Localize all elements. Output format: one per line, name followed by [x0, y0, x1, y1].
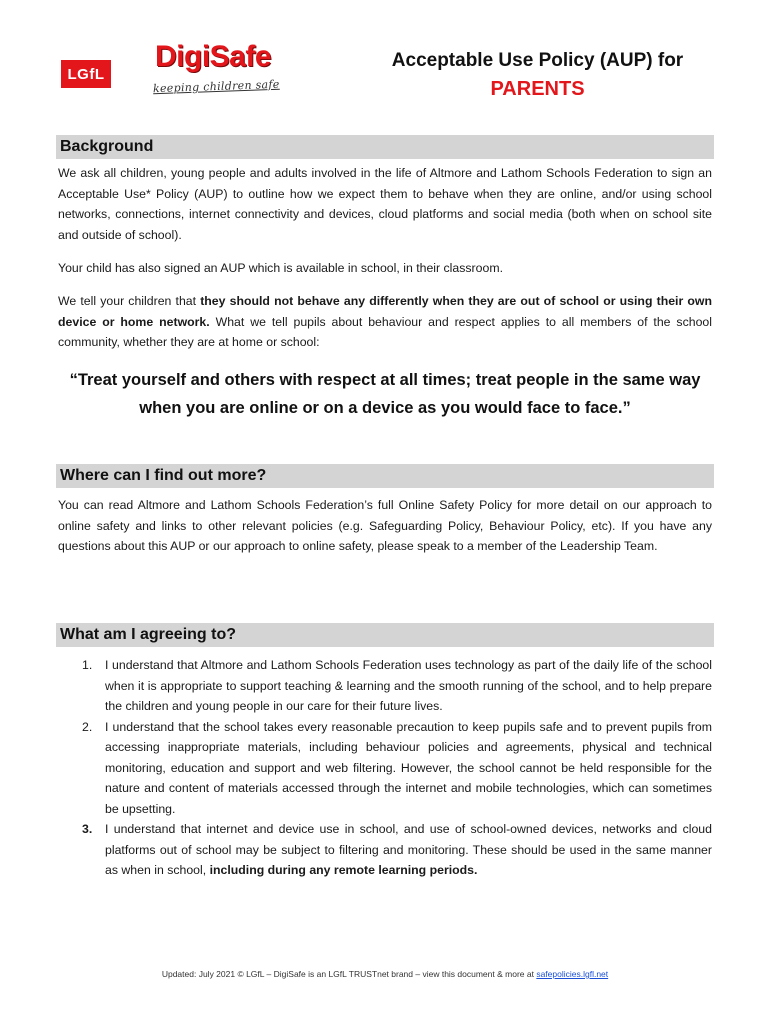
list-item — [58, 655, 712, 717]
find-out-more-paragraph: You can read Altmore and Lathom Schools Federation’s full Online Safety Policy for more detail on our approach to online safety and links to other relevant policies (e.g. Safeguarding Policy, Behaviour Policy, etc). If you have any questions about this AUP or our approach to online safety, please speak to a member of the Leadership Team. — [58, 498, 712, 553]
document-title-parents: PARENTS — [490, 78, 585, 100]
list-item-text: I understand that internet and device use in school, and use of school-owned devices, networks and cloud platforms out of school may be subject to filtering and monitoring. These should be used in the same manner as when in school, — [105, 822, 712, 877]
list-item-text: I understand that the school takes every reasonable precaution to keep pupils safe and to prevent pupils from accessing inappropriate materials, including behaviour policies and agreements, physical and technical monitoring, education and support and web filtering. However, the school cannot be held responsible for the nature and content of materials accessed through the internet and mobile technologies, which can sometimes be upsetting. — [105, 719, 712, 816]
background-paragraph-3 — [58, 291, 712, 353]
respect-quote: “Treat yourself and others with respect at all times; treat people in the same way when you are online or on a device as you would face to face.” — [69, 371, 701, 417]
list-item-bold-text: including during any remote learning periods. — [209, 863, 478, 877]
background-p3-bold: they should not behave any differently when they are out of school or using their own device or home network. — [58, 294, 712, 329]
background-paragraph-1: We ask all children, young people and adults involved in the life of Altmore and Lathom Schools Federation to sign an Acceptable Use* Policy (AUP) to outline how we expect them to behave when they are online, and/or using school networks, connections, internet connectivity and devices, cloud platforms and social media (both when on school site and outside of school). — [58, 166, 712, 242]
section-heading-background: Background — [56, 135, 714, 159]
section-heading-agreeing: What am I agreeing to? — [56, 623, 714, 647]
document-title-line1: Acceptable Use Policy (AUP) for — [391, 50, 684, 71]
page-footer — [0, 969, 770, 979]
digisafe-wordmark: DigiSafe — [155, 40, 272, 73]
footer-link[interactable]: safepolicies.lgfl.net — [536, 969, 609, 979]
section-heading-find-out-more: Where can I find out more? — [56, 464, 714, 488]
digisafe-logo — [153, 40, 303, 106]
list-item-number: 3. — [82, 822, 93, 836]
document-title — [340, 47, 735, 103]
digisafe-tagline: keeping children safe — [152, 77, 280, 96]
list-item-text: I understand that Altmore and Lathom Schools Federation uses technology as part of the daily life of the school when it is appropriate to support teaching & learning and the smooth running of the school, and to help prepare the children and young people in our care for their future lives. — [105, 658, 712, 713]
list-item-number: 1. — [82, 658, 93, 672]
lgfl-logo: LGfL — [61, 60, 111, 88]
list-item — [58, 819, 712, 881]
background-p3-start: We tell your children that — [58, 294, 201, 308]
agreement-list — [58, 655, 712, 881]
background-p3-end: What we tell pupils about behaviour and respect applies to all members of the school community, whether they are at home or school: — [58, 314, 712, 349]
list-item-number: 2. — [82, 719, 93, 734]
background-paragraph-2: Your child has also signed an AUP which is available in school, in their classroom. — [58, 261, 503, 275]
footer-text: Updated: July 2021 © LGfL – DigiSafe is an LGfL TRUSTnet brand – view this document & more at — [161, 969, 537, 979]
list-item — [58, 717, 712, 820]
